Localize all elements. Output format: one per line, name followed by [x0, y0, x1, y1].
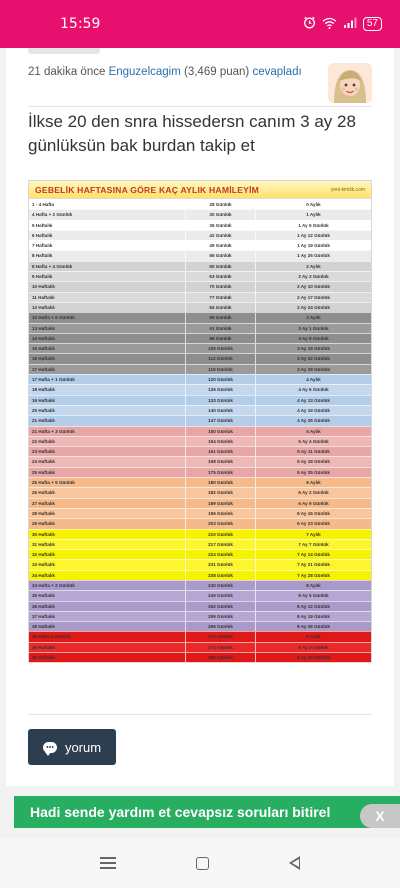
row-week-cell: 28 Haftalık — [32, 510, 55, 516]
row-months-cell: 8 Aylık — [255, 581, 371, 590]
row-days-cell: 210 Günlük — [185, 530, 255, 539]
row-months-cell: 8 Ay 5 Günlük — [255, 591, 371, 600]
table-title-bar — [29, 181, 371, 199]
row-months-cell: 6 Ay 23 Günlük — [255, 519, 371, 528]
table-row — [29, 529, 371, 539]
row-week-cell: 30 Haftalık — [32, 531, 55, 537]
row-days-cell: 126 Günlük — [185, 385, 255, 394]
row-months-cell: 2 Ay 24 Günlük — [255, 303, 371, 312]
answer-meta — [28, 66, 302, 78]
row-days-cell: 56 Günlük — [185, 251, 255, 260]
row-week-cell: 5 Haftalık — [32, 222, 53, 228]
username-link[interactable]: Enguzelcagim — [108, 66, 181, 78]
row-months-cell: 7 Aylık — [255, 530, 371, 539]
row-months-cell: 8 Ay 12 Günlük — [255, 602, 371, 611]
row-week-cell: 10 Haftalık — [32, 284, 55, 290]
row-days-cell: 133 Günlük — [185, 396, 255, 405]
battery-icon: 57 — [363, 17, 382, 31]
answer-card — [6, 48, 394, 786]
row-days-cell: 189 Günlük — [185, 499, 255, 508]
row-days-cell: 63 Günlük — [185, 272, 255, 281]
content-divider — [28, 714, 372, 715]
table-row — [29, 271, 371, 281]
row-week-cell: 22 Haftalık — [32, 438, 55, 444]
table-row — [29, 384, 371, 394]
row-months-cell: 4 Ay 13 Günlük — [255, 396, 371, 405]
banner-close-button[interactable]: X — [360, 804, 400, 828]
comment-button-label: yorum — [64, 739, 102, 755]
row-months-cell: 6 Ay 16 Günlük — [255, 509, 371, 518]
table-site: yeni-kimlik.com — [330, 186, 365, 193]
row-months-cell: 7 Ay 21 Günlük — [255, 560, 371, 569]
table-row — [29, 312, 371, 322]
row-days-cell: 77 Günlük — [185, 293, 255, 302]
table-row — [29, 261, 371, 271]
home-icon[interactable] — [196, 857, 209, 870]
row-week-cell: 15 Haftalık — [32, 346, 55, 352]
meta-divider — [28, 106, 372, 107]
row-week-cell: 24 Haftalık — [32, 459, 55, 465]
wifi-icon — [322, 17, 337, 32]
row-months-cell: 1 Ay 26 Günlük — [255, 251, 371, 260]
row-months-cell: 6 Ay 9 Günlük — [255, 499, 371, 508]
table-row — [29, 415, 371, 425]
row-days-cell: 98 Günlük — [185, 334, 255, 343]
table-row — [29, 374, 371, 384]
table-row — [29, 281, 371, 291]
row-days-cell: 252 Günlük — [185, 602, 255, 611]
table-row — [29, 333, 371, 343]
table-row — [29, 456, 371, 466]
row-week-cell: 34 Haftalık — [32, 572, 55, 578]
row-week-cell: 14 Haftalık — [32, 335, 55, 341]
signal-icon — [343, 17, 357, 31]
row-months-cell: 8 Ay 26 Günlük — [255, 622, 371, 631]
row-months-cell: 9 Ay 3 Günlük — [255, 643, 371, 652]
table-row — [29, 467, 371, 477]
row-days-cell: 42 Günlük — [185, 231, 255, 240]
table-row — [29, 518, 371, 528]
row-months-cell: 4 Ay 6 Günlük — [255, 385, 371, 394]
answer-time: 21 dakika önce — [28, 66, 106, 78]
table-row — [29, 642, 371, 652]
row-days-cell: 231 Günlük — [185, 560, 255, 569]
row-week-cell: 17 Hafta + 1 Günlük — [32, 377, 75, 383]
table-row — [29, 395, 371, 405]
row-months-cell: 1 Ay 5 Günlük — [255, 221, 371, 230]
table-row — [29, 199, 371, 209]
table-row — [29, 549, 371, 559]
table-row — [29, 405, 371, 415]
row-months-cell: 5 Ay 4 Günlük — [255, 437, 371, 446]
row-week-cell: 21 Hafta + 3 Günlük — [32, 428, 75, 434]
row-months-cell: 3 Ay 1 Günlük — [255, 324, 371, 333]
table-row — [29, 250, 371, 260]
row-days-cell: 35 Günlük — [185, 221, 255, 230]
row-week-cell: 18 Haftalık — [32, 387, 55, 393]
row-days-cell: 196 Günlük — [185, 509, 255, 518]
status-bar — [0, 0, 400, 48]
row-days-cell: 182 Günlük — [185, 488, 255, 497]
table-row — [29, 559, 371, 569]
row-months-cell: 6 Ay 2 Günlük — [255, 488, 371, 497]
row-days-cell: 30 Günlük — [185, 210, 255, 219]
row-week-cell: 29 Haftalık — [32, 521, 55, 527]
row-week-cell: 35 Haftalık — [32, 593, 55, 599]
row-week-cell: 12 Hafta + 6 Günlük — [32, 315, 75, 321]
row-week-cell: 38 Hafta 4 Günlük — [32, 634, 71, 640]
table-row — [29, 292, 371, 302]
row-days-cell: 245 Günlük — [185, 591, 255, 600]
table-row — [29, 570, 371, 580]
row-months-cell: 5 Ay 25 Günlük — [255, 468, 371, 477]
row-months-cell: 2 Ay 10 Günlük — [255, 282, 371, 291]
row-days-cell: 120 Günlük — [185, 375, 255, 384]
row-months-cell: 3 Ay 22 Günlük — [255, 354, 371, 363]
row-days-cell: 217 Günlük — [185, 540, 255, 549]
row-days-cell: 60 Günlük — [185, 262, 255, 271]
table-row — [29, 230, 371, 240]
row-months-cell: 2 Aylık — [255, 262, 371, 271]
row-days-cell: 270 Günlük — [185, 632, 255, 641]
table-row — [29, 323, 371, 333]
table-row — [29, 652, 371, 662]
help-banner[interactable] — [14, 796, 400, 828]
row-week-cell: 11 Haftalık — [32, 294, 55, 300]
row-days-cell: 259 Günlük — [185, 612, 255, 621]
row-week-cell: 7 Haftalık — [32, 243, 53, 249]
row-week-cell: 31 Haftalık — [32, 541, 55, 547]
row-days-cell: 203 Günlük — [185, 519, 255, 528]
row-days-cell: 28 Günlük — [185, 200, 255, 209]
alarm-icon — [303, 16, 316, 32]
row-months-cell: 3 Ay 8 Günlük — [255, 334, 371, 343]
table-rows — [29, 199, 371, 662]
row-days-cell: 147 Günlük — [185, 416, 255, 425]
status-icons — [303, 16, 382, 32]
table-row — [29, 621, 371, 631]
row-week-cell: 8 Haftalık — [32, 253, 53, 259]
table-row — [29, 436, 371, 446]
table-row — [29, 580, 371, 590]
user-avatar[interactable] — [328, 63, 372, 103]
row-months-cell: 7 Ay 7 Günlük — [255, 540, 371, 549]
row-months-cell: 2 Ay 3 Günlük — [255, 272, 371, 281]
table-row — [29, 343, 371, 353]
row-months-cell: 9 Ay 10 Günlük — [255, 653, 371, 662]
table-row — [29, 539, 371, 549]
row-week-cell: 40 Haftalık — [32, 655, 55, 661]
table-row — [29, 446, 371, 456]
table-row — [29, 601, 371, 611]
row-months-cell: 3 Ay 15 Günlük — [255, 344, 371, 353]
row-months-cell: 9 Aylık — [255, 632, 371, 641]
row-months-cell: 5 Ay 18 Günlük — [255, 457, 371, 466]
row-days-cell: 105 Günlük — [185, 344, 255, 353]
row-days-cell: 224 Günlük — [185, 550, 255, 559]
row-days-cell: 70 Günlük — [185, 282, 255, 291]
row-months-cell: 4 Ay 19 Günlük — [255, 406, 371, 415]
row-days-cell: 161 Günlük — [185, 447, 255, 456]
row-months-cell: 0 Aylık — [255, 200, 371, 209]
row-days-cell: 266 Günlük — [185, 622, 255, 631]
previous-button-edge[interactable] — [28, 48, 100, 54]
status-time: 15:59 — [60, 16, 101, 32]
row-months-cell: 6 Aylık — [255, 478, 371, 487]
row-days-cell: 238 Günlük — [185, 571, 255, 580]
row-week-cell: 26 Haftalık — [32, 490, 55, 496]
row-days-cell: 91 Günlük — [185, 324, 255, 333]
row-months-cell: 7 Ay 28 Günlük — [255, 571, 371, 580]
row-months-cell: 3 Ay 29 Günlük — [255, 365, 371, 374]
row-days-cell: 154 Günlük — [185, 437, 255, 446]
row-week-cell: 12 Haftalık — [32, 304, 55, 310]
help-banner-text: Hadi sende yardım et cevapsız soruları bitirel — [30, 804, 331, 820]
row-days-cell: 273 Günlük — [185, 643, 255, 652]
table-row — [29, 353, 371, 363]
row-days-cell: 168 Günlük — [185, 457, 255, 466]
row-week-cell: 25 Hafta + 5 Günlük — [32, 480, 75, 486]
row-week-cell: 25 Haftalık — [32, 469, 55, 475]
row-days-cell: 84 Günlük — [185, 303, 255, 312]
row-days-cell: 119 Günlük — [185, 365, 255, 374]
row-week-cell: 39 Haftalık — [32, 644, 55, 650]
recent-apps-icon[interactable] — [100, 857, 116, 869]
row-week-cell: 13 Haftalık — [32, 325, 55, 331]
row-months-cell: 1 Aylık — [255, 210, 371, 219]
row-week-cell: 27 Haftalık — [32, 500, 55, 506]
table-row — [29, 631, 371, 641]
row-days-cell: 140 Günlük — [185, 406, 255, 415]
comment-button[interactable] — [28, 729, 116, 765]
row-week-cell: 6 Haftalık — [32, 232, 53, 238]
user-points: (3,469 puan) — [184, 66, 250, 78]
table-row — [29, 590, 371, 600]
row-months-cell: 8 Ay 19 Günlük — [255, 612, 371, 621]
pregnancy-table-image[interactable] — [28, 180, 372, 663]
row-week-cell: 20 Haftalık — [32, 407, 55, 413]
table-row — [29, 477, 371, 487]
row-days-cell: 280 Günlük — [185, 653, 255, 662]
row-days-cell: 180 Günlük — [185, 478, 255, 487]
row-week-cell: 16 Haftalık — [32, 356, 55, 362]
row-months-cell: 5 Ay 11 Günlük — [255, 447, 371, 456]
table-row — [29, 302, 371, 312]
row-week-cell: 37 Haftalık — [32, 613, 55, 619]
row-week-cell: 19 Haftalık — [32, 397, 55, 403]
row-months-cell: 2 Ay 17 Günlük — [255, 293, 371, 302]
row-days-cell: 112 Günlük — [185, 354, 255, 363]
chat-bubble-icon — [43, 742, 57, 753]
row-week-cell: 36 Haftalık — [32, 603, 55, 609]
system-nav-bar — [0, 838, 400, 888]
answered-label: cevapladı — [252, 66, 302, 78]
row-week-cell: 38 Haftalık — [32, 624, 55, 630]
table-row — [29, 220, 371, 230]
row-week-cell: 21 Haftalık — [32, 418, 55, 424]
row-week-cell: 9 Haftalık — [32, 274, 53, 280]
row-months-cell: 7 Ay 14 Günlük — [255, 550, 371, 559]
row-week-cell: 4 Hafta + 2 Günlük — [32, 212, 73, 218]
row-days-cell: 150 Günlük — [185, 427, 255, 436]
table-row — [29, 240, 371, 250]
table-row — [29, 487, 371, 497]
table-row — [29, 611, 371, 621]
answer-text: İlkse 20 den snra hissedersn canım 3 ay 28 günlüksün bak burdan takip et — [28, 112, 356, 155]
row-week-cell: 33 Haftalık — [32, 562, 55, 568]
row-week-cell: 8 Hafta + 4 Günlük — [32, 263, 73, 269]
row-week-cell: 23 Haftalık — [32, 449, 55, 455]
row-months-cell: 4 Aylık — [255, 375, 371, 384]
table-row — [29, 364, 371, 374]
row-months-cell: 3 Aylık — [255, 313, 371, 322]
row-week-cell: 34 Hafta + 2 Günlük — [32, 582, 75, 588]
table-row — [29, 508, 371, 518]
row-months-cell: 5 Aylık — [255, 427, 371, 436]
row-days-cell: 90 Günlük — [185, 313, 255, 322]
row-week-cell: 32 Haftalık — [32, 552, 55, 558]
row-week-cell: 17 Haftalık — [32, 366, 55, 372]
table-title: GEBELİK HAFTASINA GÖRE KAÇ AYLIK HAMİLEYİM — [35, 184, 260, 195]
table-row — [29, 209, 371, 219]
row-months-cell: 1 Ay 12 Günlük — [255, 231, 371, 240]
back-icon[interactable] — [289, 856, 300, 870]
row-week-cell: 1 - 4 Hafta — [32, 202, 54, 207]
row-months-cell: 4 Ay 26 Günlük — [255, 416, 371, 425]
row-days-cell: 175 Günlük — [185, 468, 255, 477]
table-row — [29, 498, 371, 508]
row-days-cell: 49 Günlük — [185, 241, 255, 250]
row-months-cell: 1 Ay 19 Günlük — [255, 241, 371, 250]
row-days-cell: 240 Günlük — [185, 581, 255, 590]
table-row — [29, 426, 371, 436]
